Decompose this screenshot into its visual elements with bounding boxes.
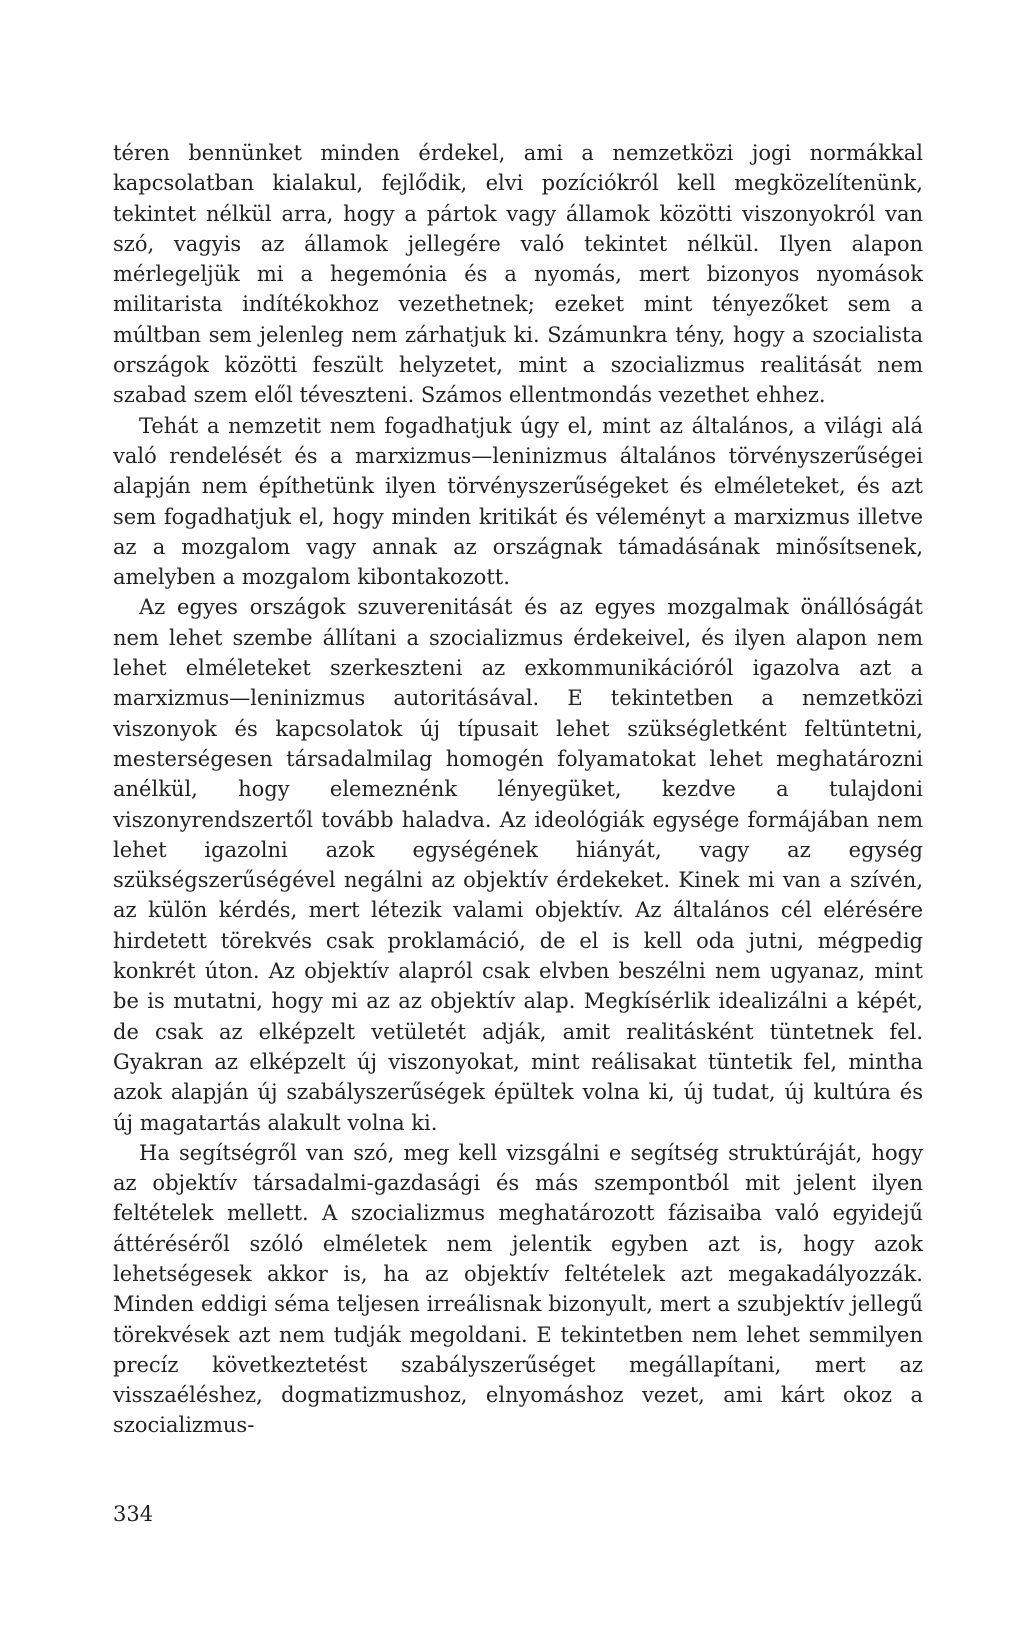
page-body	[113, 138, 923, 1441]
paragraph-4: Ha segítségről van szó, meg kell vizsgálni e segítség struktúráját, hogy az objektív társadalmi-gazdasági és más szempontból mit jelent ilyen feltételek mellett. A szocializmus meghatározott fázisaiba való egyidejű áttéréséről szóló elméletek nem jelentik egyben azt is, hogy azok lehetségesek akkor is, ha az objektív feltételek azt megakadályozzák. Minden eddigi séma teljesen irreálisnak bizonyult, mert a szubjektív jellegű törekvések azt nem tudják megoldani. E tekintetben nem lehet semmilyen precíz következtetést szabályszerűséget megállapítani, mert az visszaéléshez, dogmatizmushoz, elnyomáshoz vezet, ami kárt okoz a szocializmus-	[113, 1140, 923, 1438]
paragraph-2: Tehát a nemzetit nem fogadhatjuk úgy el, mint az általános, a világi alá való rendelését és a marxizmus—leninizmus általános törvényszerűségei alapján nem építhetünk ilyen törvényszerűségeket és elméleteket, és azt sem fogadhatjuk el, hogy minden kritikát és véleményt a marxizmus illetve az a mozgalom vagy annak az országnak támadásának minősítsenek, amelyben a mozgalom kibontakozott.	[113, 413, 923, 590]
paragraph-3: Az egyes országok szuverenitását és az egyes mozgalmak önállóságát nem lehet szembe állítani a szocializmus érdekeivel, és ilyen alapon nem lehet elméleteket szerkeszteni az exkommunikációról igazolva azt a marxizmus—leninizmus autoritásával. E tekintetben a nemzetközi viszonyok és kapcsolatok új típusait lehet szükségletként feltüntetni, mesterségesen társadalmilag homogén folyamatokat lehet meghatározni anélkül, hogy elemeznénk lényegüket, kezdve a tulajdoni viszonyrendszertől tovább haladva. Az ideológiák egysége formájában nem lehet igazolni azok egységének hiányát, vagy az egység szükségszerűségével negálni az objektív érdekeket. Kinek mi van a szívén, az külön kérdés, mert létezik valami objektív. Az általános cél elérésére hirdetett törekvés csak proklamáció, de el is kell oda jutni, mégpedig konkrét úton. Az objektív alapról csak elvben beszélni nem ugyanaz, mint be is mutatni, hogy mi az az objektív alap. Megkísérlik idealizálni a képét, de csak az elképzelt vetületét adják, amit realitásként tüntetnek fel. Gyakran az elképzelt új viszonyokat, mint reálisakat tüntetik fel, mintha azok alapján új szabályszerűségek épültek volna ki, új tudat, új kultúra és új magatartás alakult volna ki.	[113, 595, 923, 1135]
page-number: 334	[113, 1502, 154, 1526]
paragraph-1: téren bennünket minden érdekel, ami a nemzetközi jogi normákkal kapcsolatban kialakul, fejlődik, elvi pozíciókról kell megközelítenünk, tekintet nélkül arra, hogy a pártok vagy államok közötti viszonyokról van szó, vagyis az államok jellegére való tekintet nélkül. Ilyen alapon mérlegeljük mi a hegemónia és a nyomás, mert bizonyos nyomások militarista indítékokhoz vezethetnek; ezeket mint tényezőket sem a múltban sem jelenleg nem zárhatjuk ki. Számunkra tény, hogy a szocialista országok közötti feszült helyzetet, mint a szocializmus realitását nem szabad szem elől téveszteni. Számos ellentmondás vezethet ehhez.	[113, 141, 923, 408]
